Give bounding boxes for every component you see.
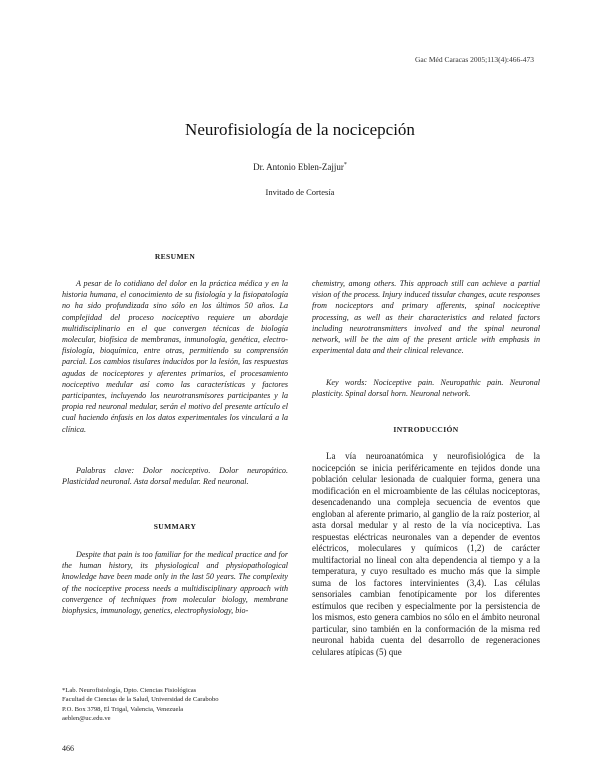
author-line xyxy=(0,162,600,172)
summary-keywords-block xyxy=(312,377,540,399)
introduccion-body xyxy=(312,451,540,658)
summary-text-right: chemistry, among others. This approach still can achieve a partial vision of the process. Injury induced tissular changes, acute responses from nociceptors and primary afferents, spinal nociceptive processing, as well as their characteristics and related factors including neurotransmitters involved and the spinal neuronal network, will be the aim of the present article with emphasis in experimental data and their clinical relevance. xyxy=(312,279,540,356)
author-name: Dr. Antonio Eblen-Zajjur xyxy=(253,162,344,172)
article-title: Neurofisiología de la nocicepción xyxy=(185,120,415,139)
summary-abstract-right xyxy=(312,278,540,356)
footnote-line-2: Facultad de Ciencias de la Salud, Universidad de Carabobo xyxy=(62,696,219,704)
journal-reference: Gac Méd Caracas 2005;113(4):466-473 xyxy=(414,55,534,64)
author-affiliation-mark: * xyxy=(343,162,347,168)
footnote-line-1: *Lab. Neurofisiología, Dpto. Ciencias Fisiológicas xyxy=(62,687,197,694)
footnote-line-3: P.O. Box 3798, El Trigal, Valencia, Venezuela xyxy=(62,705,184,713)
introduccion-text: La vía neuroanatómica y neurofisiológica de la nocicepción se inicia periféricamente en tejidos donde una población celular lesionada de cualquier forma, genera una modificación en el microambiente de las células nociceptoras, desencadenando una compleja secuencia de eventos que engloban al aferente primario, al ganglio de la raíz posterior, al asta dorsal medular y al resto de la vía nociceptiva. Las respuestas eléctricas neuronales van a depender de eventos eléctricos, moleculares y químicos (1,2) de carácter multifactorial no lineal con alta dependencia al tiempo y a la temperatura, y cuyo resultado es mucho más que la simple suma de los factores intervinientes (3,4). Las células sensoriales cambian fenotípicamente por los diferentes estímulos que reciben y especialmente por la persistencia de los mismos, esto genera cambios no sólo en el ámbito neuronal particular, sino también en la conformación de la misma red neuronal habida cuenta del desarrollo de regeneraciones celulares atípicas (5) que xyxy=(312,451,540,657)
summary-text-left: Despite that pain is too familiar for the medical practice and for the human history, its physiological and physiopathological knowledge have been made only in the last 50 years. The complexity of the nociceptive process needs a multidisciplinary approach with convergence of techniques from molecular biology, membrane biophysics, immunology, genetics, electrophysiology, bio- xyxy=(62,550,288,616)
footnote-email: aeblen@uc.edu.ve xyxy=(62,715,111,723)
resumen-keywords: Palabras clave: Dolor nociceptivo. Dolor neuropático. Plasticidad neuronal. Asta dorsal medular. Red neuronal. xyxy=(62,466,288,487)
affiliation-footnote xyxy=(62,686,302,724)
resumen-keywords-block xyxy=(62,465,288,487)
summary-keywords: Key words: Nociceptive pain. Neuropathic pain. Neuronal plasticity. Spinal dorsal horn. Neuronal network. xyxy=(312,378,540,399)
resumen-text: A pesar de lo cotidiano del dolor en la práctica médica y en la historia humana, el conocimiento de su fisiología y la fisiopatología no ha sido profundizada sino sólo en los últimos 50 años. La complejidad del proceso nociceptivo requiere un abordaje multidisciplinario en el que convergen técnicas de biología molecular, biofísica de membranas, inmunología, genética, electro-fisiología, bioquímica, entre otras, permitiendo su comprensión parcial. Los cambios tisulares inducidos por la lesión, las respuestas agudas de nociceptores y aferentes primarios, el procesamiento nociceptivo medular así como las características y factores participantes, incluyendo los neurotransmisores participantes y la propia red neuronal medular, serán el motivo del presente artículo el cual haciendo énfasis en los datos experimentales los vinculará a la clínica. xyxy=(62,279,288,434)
resumen-heading: RESUMEN xyxy=(154,252,196,261)
resumen-abstract xyxy=(62,278,288,435)
introduccion-heading: INTRODUCCIÓN xyxy=(393,425,459,434)
summary-heading: SUMMARY xyxy=(153,522,197,531)
invited-note: Invitado de Cortesía xyxy=(265,187,335,197)
summary-abstract-left xyxy=(62,549,288,616)
page-number: 466 xyxy=(62,744,74,753)
